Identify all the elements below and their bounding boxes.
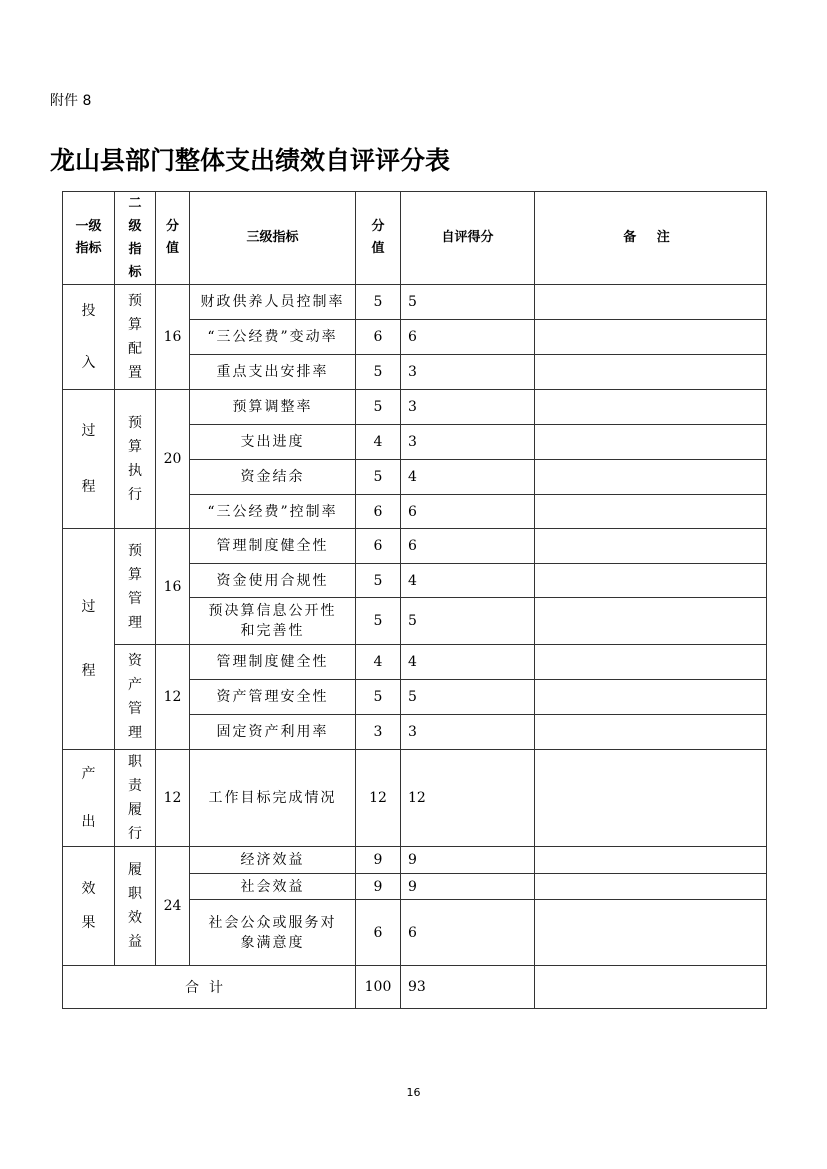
- level3-cell: “三公经费”变动率: [190, 320, 356, 354]
- score-cell: 5: [356, 564, 401, 598]
- level3-cell: 社会公众或服务对象满意度: [190, 900, 356, 966]
- level1-cell: 效果: [63, 847, 115, 966]
- score-cell: 5: [356, 285, 401, 320]
- level1-cell: 过程: [63, 390, 115, 529]
- table-row: [63, 285, 767, 320]
- score-cell: 5: [356, 390, 401, 425]
- score-cell: 6: [356, 495, 401, 529]
- self-score-cell: 12: [401, 750, 535, 847]
- header-level3: 三级指标: [190, 192, 356, 285]
- self-score-cell: 6: [401, 320, 535, 354]
- level1-cell: 产出: [63, 750, 115, 847]
- remarks-cell: [535, 425, 767, 460]
- score-cell: 12: [356, 750, 401, 847]
- level3-cell: “三公经费”控制率: [190, 495, 356, 529]
- score-cell: 9: [356, 874, 401, 900]
- page-number: 16: [406, 1086, 421, 1099]
- page-title: 龙山县部门整体支出绩效自评评分表: [50, 146, 451, 175]
- table-row: [63, 750, 767, 847]
- remarks-cell: [535, 680, 767, 715]
- score-cell: 5: [356, 460, 401, 495]
- self-score-cell: 3: [401, 715, 535, 750]
- self-score-cell: 4: [401, 564, 535, 598]
- level3-cell: 资金结余: [190, 460, 356, 495]
- score-cell: 9: [356, 847, 401, 874]
- self-score-cell: 5: [401, 598, 535, 645]
- table-row: [63, 645, 767, 680]
- self-score-cell: 9: [401, 847, 535, 874]
- score-cell: 4: [356, 645, 401, 680]
- level3-cell: 资产管理安全性: [190, 680, 356, 715]
- score-cell: 6: [356, 900, 401, 966]
- remarks-cell: [535, 598, 767, 645]
- attachment-label: 附件 8: [50, 93, 92, 109]
- header-self-score: 自评得分: [401, 192, 535, 285]
- remarks-cell: [535, 966, 767, 1009]
- remarks-cell: [535, 750, 767, 847]
- self-score-cell: 3: [401, 354, 535, 389]
- score-cell: 5: [356, 680, 401, 715]
- score-cell: 6: [356, 320, 401, 354]
- table-row: [63, 847, 767, 874]
- score-table: [62, 191, 767, 1009]
- self-score-cell: 6: [401, 495, 535, 529]
- level1-cell: 过程: [63, 529, 115, 750]
- total-self-score: 93: [401, 966, 535, 1009]
- score-cell: 4: [356, 425, 401, 460]
- level3-cell: 社会效益: [190, 874, 356, 900]
- self-score-cell: 3: [401, 425, 535, 460]
- group-score-cell: 16: [156, 529, 190, 645]
- header-score: 分值: [156, 192, 190, 285]
- self-score-cell: 3: [401, 390, 535, 425]
- score-cell: 6: [356, 529, 401, 564]
- level2-cell: 预算配置: [115, 285, 156, 390]
- remarks-cell: [535, 495, 767, 529]
- remarks-cell: [535, 354, 767, 389]
- score-cell: 5: [356, 598, 401, 645]
- level2-cell: 预算管理: [115, 529, 156, 645]
- remarks-cell: [535, 847, 767, 874]
- header-score2: 分值: [356, 192, 401, 285]
- group-score-cell: 20: [156, 390, 190, 529]
- group-score-cell: 24: [156, 847, 190, 966]
- self-score-cell: 9: [401, 874, 535, 900]
- total-score: 100: [356, 966, 401, 1009]
- remarks-cell: [535, 715, 767, 750]
- total-row: [63, 966, 767, 1009]
- self-score-cell: 6: [401, 529, 535, 564]
- level3-cell: 管理制度健全性: [190, 645, 356, 680]
- total-label: 合计: [63, 966, 356, 1009]
- remarks-cell: [535, 874, 767, 900]
- self-score-cell: 5: [401, 680, 535, 715]
- header-row: [63, 192, 767, 285]
- level3-cell: 工作目标完成情况: [190, 750, 356, 847]
- remarks-cell: [535, 645, 767, 680]
- level2-cell: 资产管理: [115, 645, 156, 750]
- remarks-cell: [535, 320, 767, 354]
- level3-cell: 经济效益: [190, 847, 356, 874]
- level3-cell: 财政供养人员控制率: [190, 285, 356, 320]
- table-row: [63, 390, 767, 425]
- remarks-cell: [535, 529, 767, 564]
- group-score-cell: 12: [156, 645, 190, 750]
- header-level2: 二级指标: [115, 192, 156, 285]
- level3-cell: 管理制度健全性: [190, 529, 356, 564]
- header-remarks: 备 注: [535, 192, 767, 285]
- level2-cell: 履职效益: [115, 847, 156, 966]
- self-score-cell: 4: [401, 645, 535, 680]
- level3-cell: 预算调整率: [190, 390, 356, 425]
- level2-cell: 职责履行: [115, 750, 156, 847]
- remarks-cell: [535, 564, 767, 598]
- remarks-cell: [535, 390, 767, 425]
- self-score-cell: 4: [401, 460, 535, 495]
- group-score-cell: 16: [156, 285, 190, 390]
- remarks-cell: [535, 460, 767, 495]
- score-cell: 5: [356, 354, 401, 389]
- level2-cell: 预算执行: [115, 390, 156, 529]
- level3-cell: 预决算信息公开性和完善性: [190, 598, 356, 645]
- level3-cell: 支出进度: [190, 425, 356, 460]
- remarks-cell: [535, 285, 767, 320]
- level3-cell: 重点支出安排率: [190, 354, 356, 389]
- level3-cell: 资金使用合规性: [190, 564, 356, 598]
- level1-cell: 投入: [63, 285, 115, 390]
- header-level1: 一级指标: [63, 192, 115, 285]
- table-row: [63, 529, 767, 564]
- group-score-cell: 12: [156, 750, 190, 847]
- score-cell: 3: [356, 715, 401, 750]
- remarks-cell: [535, 900, 767, 966]
- self-score-cell: 6: [401, 900, 535, 966]
- level3-cell: 固定资产利用率: [190, 715, 356, 750]
- self-score-cell: 5: [401, 285, 535, 320]
